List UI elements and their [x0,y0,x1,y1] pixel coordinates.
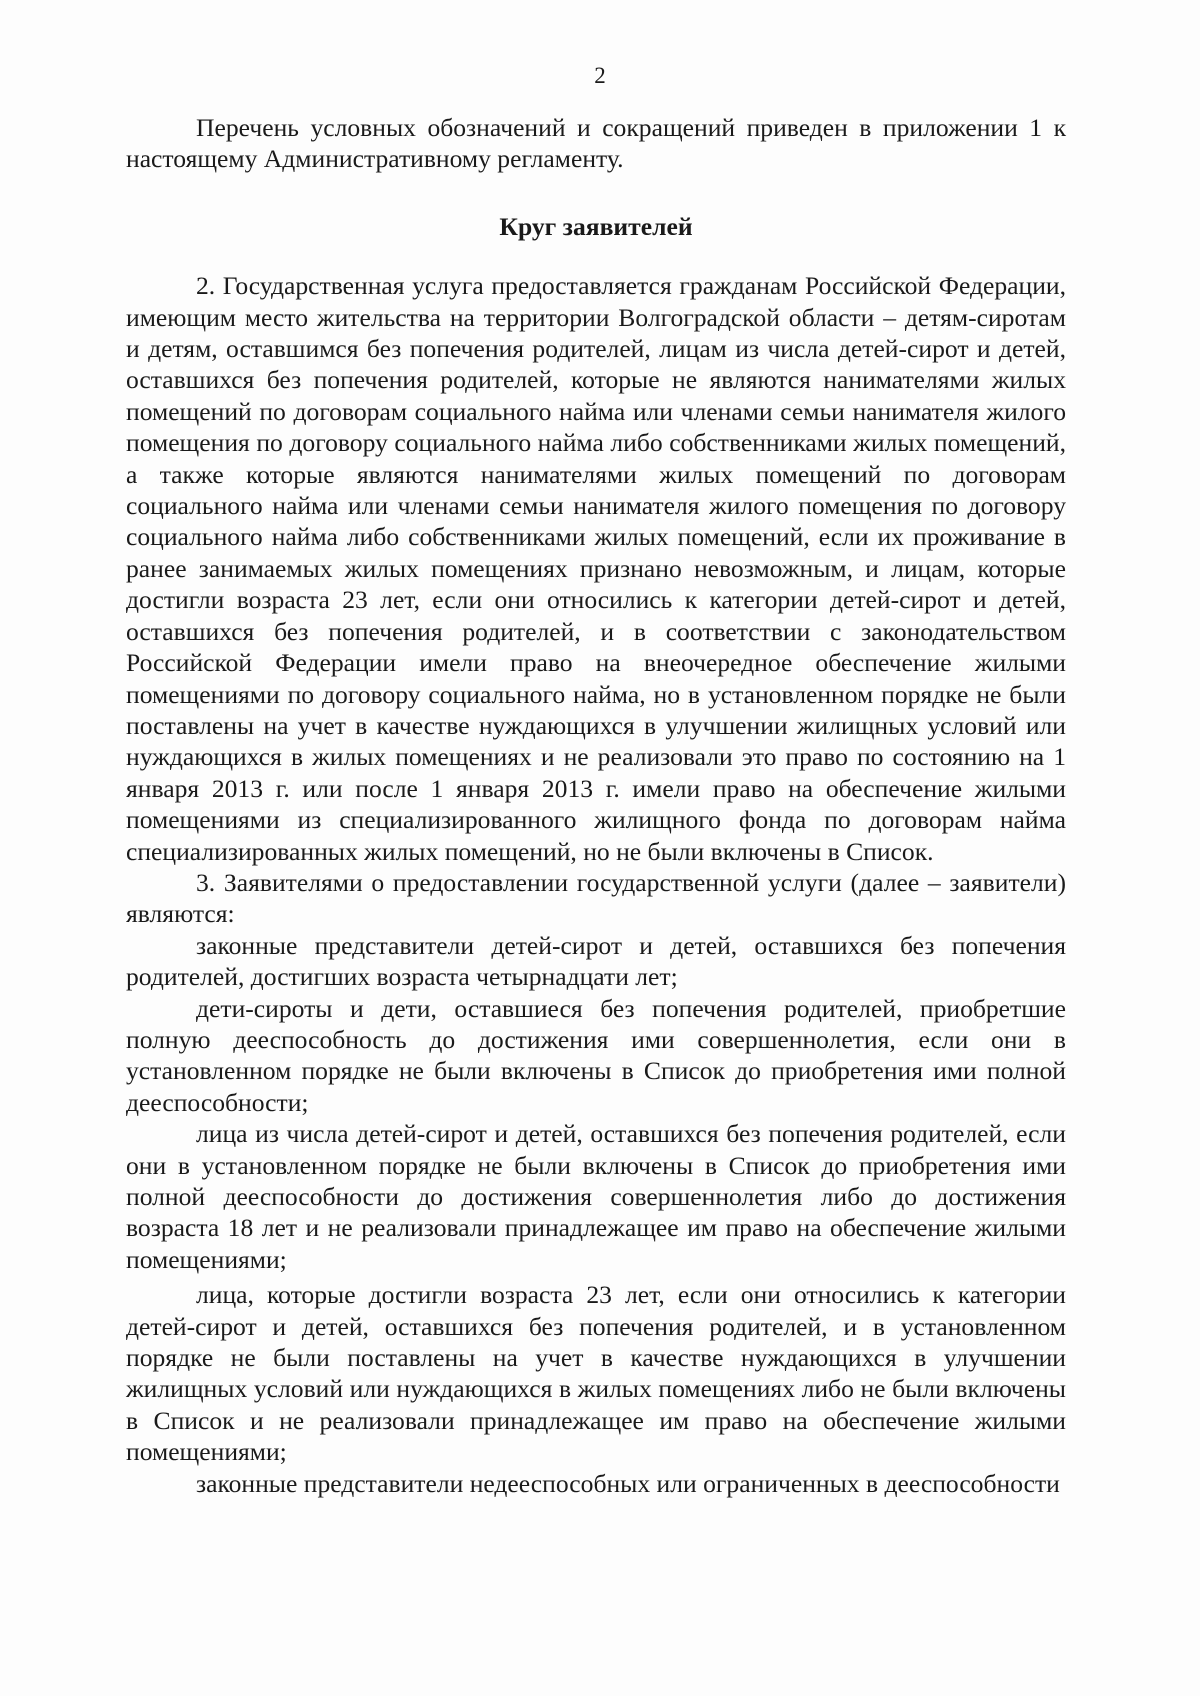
applicant-item-orphans-full-capacity: дети-сироты и дети, оставшиеся без попечения родителей, приобретшие полную дееспособность до достижения ими совершеннолетия, если они в установленном порядке не были включены в Список до приобретения ими полной дееспособности; [126,993,1066,1117]
applicant-item-incapacitated-representatives: законные представители недееспособных или ограниченных в дееспособности [196,1468,1060,1498]
applicant-item-age-23: лица, которые достигли возраста 23 лет, если они относились к категории детей-сирот и детей, оставшихся без попечения родителей, и в установленном порядке не были поставлены на учет в качестве нуждающихся в улучшении жилищных условий или нуждающихся в жилых помещениях либо не были включены в Список и не реализовали принадлежащее им право на обеспечение жилыми помещениями; [126,1280,1066,1467]
intro-paragraph: Перечень условных обозначений и сокращений приведен в приложении 1 к настоящему Административному регламенту. [126,113,1066,174]
page-number: 2 [594,63,606,88]
section-heading: Круг заявителей [499,211,693,241]
document-body [126,112,1066,1499]
paragraph-2: 2. Государственная услуга предоставляется гражданам Российской Федерации, имеющим место жительства на территории Волгоградской области – детям-сиротам и детям, оставшимся без попечения родителей, лицам из числа детей-сирот и детей, оставшихся без попечения родителей, которые не являются нанимателями жилых помещений по договорам социального найма или членами семьи нанимателя жилого помещения по договору социального найма либо собственниками жилых помещений, а также которые являются нанимателями жилых помещений по договорам социального найма или членами семьи нанимателя жилого помещения по договору социального найма либо собственниками жилых помещений, если их проживание в ранее занимаемых жилых помещениях признано невозможным, и лицам, которые достигли возраста 23 лет, если они относились к категории детей-сирот и детей, оставшихся без попечения родителей, и в соответствии с законодательством Российской Федерации имели право на внеочередное обеспечение жилыми помещениями по договору социального найма, но в установленном порядке не были поставлены на учет в качестве нуждающихся в улучшении жилищных условий или нуждающихся в жилых помещениях и не реализовали это право по состоянию на 1 января 2013 г. или после 1 января 2013 г. имели право на обеспечение жилыми помещениями из специализированного жилищного фонда по договорам найма специализированных жилых помещений, но не были включены в Список. [126,271,1066,866]
applicant-item-legal-representatives: законные представители детей-сирот и детей, оставшихся без попечения родителей, достигших возраста четырнадцати лет; [126,930,1066,992]
paragraph-3: 3. Заявителями о предоставлении государственной услуги (далее – заявители) являются: [126,867,1066,929]
applicant-item-former-orphans: лица из числа детей-сирот и детей, оставшихся без попечения родителей, если они в установленном порядке не были включены в Список до приобретения ими полной дееспособности до достижения совершеннолетия либо до достижения возраста 18 лет и не реализовали принадлежащее им право на обеспечение жилыми помещениями; [126,1119,1066,1274]
